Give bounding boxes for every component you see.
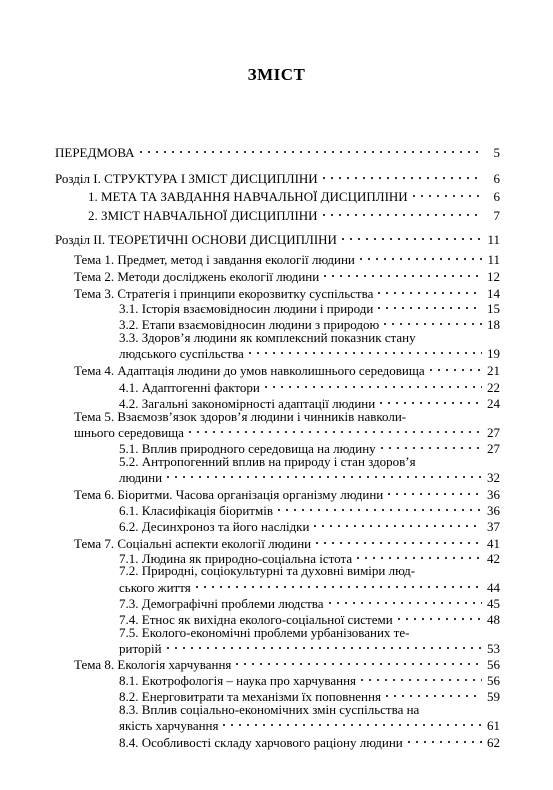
toc-entry[interactable] xyxy=(88,190,500,204)
dot-leader xyxy=(377,398,482,408)
toc-entry-title: Тема 1. Предмет, метод і завдання екології людини xyxy=(74,252,355,267)
dot-leader xyxy=(313,538,482,548)
dot-leader xyxy=(427,365,482,375)
toc-entry-title: людини xyxy=(119,470,163,485)
dot-leader xyxy=(246,348,482,358)
toc-entry-title: 8.2. Енерговитрати та механізми їх поповнення xyxy=(119,689,381,704)
dot-leader xyxy=(385,489,482,499)
toc-page-number: 59 xyxy=(487,689,500,704)
toc-entry[interactable] xyxy=(74,658,500,672)
toc-entry[interactable] xyxy=(119,674,500,688)
toc-entry[interactable] xyxy=(119,581,500,595)
dot-leader xyxy=(381,319,482,329)
toc-page-number: 18 xyxy=(487,317,500,332)
toc-entry[interactable] xyxy=(119,597,500,611)
toc-page-number: 22 xyxy=(487,380,500,395)
dot-leader xyxy=(326,598,482,608)
toc-page-number: 5 xyxy=(493,145,500,160)
toc-page-number: 6 xyxy=(493,171,500,186)
toc-entry-title: людського суспільства xyxy=(119,346,244,361)
toc-entry[interactable] xyxy=(119,520,500,534)
toc-entry[interactable] xyxy=(55,233,500,247)
dot-leader xyxy=(339,234,482,244)
toc-page-number: 27 xyxy=(487,441,500,456)
toc-page-number: 37 xyxy=(487,519,500,534)
toc-entry-line1: 7.5. Еколого-економічні проблеми урбанізованих те- xyxy=(119,625,410,640)
dot-leader xyxy=(233,659,482,669)
dot-leader xyxy=(383,691,482,701)
toc-page-number: 62 xyxy=(487,735,500,750)
toc-entry[interactable] xyxy=(119,347,500,361)
toc-entry-title: Розділ ІІ. ТЕОРЕТИЧНІ ОСНОВИ ДИСЦИПЛІНИ xyxy=(55,232,337,247)
toc-page-number: 7 xyxy=(493,208,500,223)
toc-entry-title: Тема 2. Методи досліджень екології людини xyxy=(74,269,320,284)
dot-leader xyxy=(320,210,482,220)
toc-page-number: 32 xyxy=(487,470,500,485)
dot-leader xyxy=(220,720,482,730)
toc-entry[interactable] xyxy=(119,381,500,395)
toc-entry[interactable] xyxy=(55,146,500,160)
toc-entry-title: ського життя xyxy=(119,580,191,595)
toc-entry[interactable] xyxy=(74,537,500,551)
toc-entry-title: 7.3. Демографічні проблеми людства xyxy=(119,596,324,611)
toc-entry-title: Тема 8. Екологія харчування xyxy=(74,657,232,672)
toc-entry-title: 4.1. Адаптогенні фактори xyxy=(119,380,260,395)
toc-entry[interactable] xyxy=(74,270,500,284)
toc-page-number: 44 xyxy=(487,580,500,595)
toc-entry-title: 8.4. Особливості складу харчового раціону людини xyxy=(119,735,403,750)
dot-leader xyxy=(358,675,482,685)
dot-leader xyxy=(193,582,482,592)
toc-page-number: 6 xyxy=(493,189,500,204)
toc-entry-title: якість харчування xyxy=(119,718,219,733)
toc-entry-title: 7.4. Етнос як вихідна еколого-соціальної системи xyxy=(119,612,393,627)
toc-page-number: 45 xyxy=(487,596,500,611)
dot-leader xyxy=(311,521,482,531)
toc-entry-title: ПЕРЕДМОВА xyxy=(55,145,135,160)
toc-entry-line1: 5.2. Антропогенний вплив на природу і стан здоров’я xyxy=(119,454,416,469)
toc-page-number: 42 xyxy=(487,551,500,566)
toc-page-number: 61 xyxy=(487,718,500,733)
toc-entry-line1: Тема 5. Взаємозв’язок здоров’я людини і чинників навколи- xyxy=(74,409,407,424)
dot-leader xyxy=(357,254,482,264)
toc-page-number: 12 xyxy=(487,269,500,284)
dot-leader xyxy=(164,643,482,653)
toc-entry-title: 5.1. Вплив природного середовища на людину xyxy=(119,441,376,456)
toc-page-number: 14 xyxy=(487,286,500,301)
toc-page-number: 56 xyxy=(487,673,500,688)
toc-entry-title: Тема 3. Стратегія і принципи екорозвитку суспільства xyxy=(74,286,374,301)
toc-page-number: 24 xyxy=(487,396,500,411)
toc-entry[interactable] xyxy=(74,287,500,301)
toc-entry-title: 4.2. Загальні закономірності адаптації людини xyxy=(119,396,376,411)
toc-page-number: 21 xyxy=(487,363,500,378)
toc-entry[interactable] xyxy=(119,642,500,656)
toc-page-number: 56 xyxy=(487,657,500,672)
toc-page-number: 15 xyxy=(487,301,500,316)
toc-entry-title: 6.1. Класифікація біоритмів xyxy=(119,503,273,518)
toc-entry-title: 8.1. Екотрофологія – наука про харчування xyxy=(119,673,357,688)
toc-entry[interactable] xyxy=(55,172,500,186)
toc-entry-title: Розділ І. СТРУКТУРА І ЗМІСТ ДИСЦИПЛІНИ xyxy=(55,171,318,186)
dot-leader xyxy=(137,147,482,157)
toc-entry-title: Тема 4. Адаптація людини до умов навколишнього середовища xyxy=(74,363,425,378)
toc-page-number: 41 xyxy=(487,536,500,551)
toc-entry-title: 2. ЗМІСТ НАВЧАЛЬНОЇ ДИСЦИПЛІНИ xyxy=(88,208,318,223)
toc-page-number: 11 xyxy=(487,232,500,247)
dot-leader xyxy=(320,173,482,183)
toc-entry-line1: 8.3. Вплив соціально-економічних змін суспільства на xyxy=(119,702,420,717)
toc-entry-title: 1. МЕТА ТА ЗАВДАННЯ НАВЧАЛЬНОЇ ДИСЦИПЛІНИ xyxy=(88,189,408,204)
toc-entry[interactable] xyxy=(119,471,500,485)
dot-leader xyxy=(321,271,482,281)
toc-entry-title: 7.1. Людина як природно-соціальна істота xyxy=(119,551,353,566)
dot-leader xyxy=(375,288,482,298)
toc-entry-line1: 3.3. Здоров’я людини як комплексний показник стану xyxy=(119,330,416,345)
toc-entry-title: 3.2. Етапи взаємовідносин людини з природою xyxy=(119,317,380,332)
toc-page-number: 36 xyxy=(487,503,500,518)
toc-entry-title: Тема 7. Соціальні аспекти екології людини xyxy=(74,536,312,551)
toc-entry[interactable] xyxy=(119,719,500,733)
dot-leader xyxy=(378,443,482,453)
dot-leader xyxy=(375,303,482,313)
toc-entry-title: шнього середовища xyxy=(74,425,184,440)
toc-entry[interactable] xyxy=(74,488,500,502)
dot-leader xyxy=(395,614,482,624)
toc-page-number: 11 xyxy=(487,252,500,267)
dot-leader xyxy=(354,553,482,563)
dot-leader xyxy=(410,191,482,201)
dot-leader xyxy=(405,737,482,747)
dot-leader xyxy=(164,472,482,482)
toc-entry[interactable] xyxy=(119,736,500,750)
toc-entry[interactable] xyxy=(74,253,500,267)
dot-leader xyxy=(275,505,482,515)
toc-entry-title: Тема 6. Біоритми. Часова організація організму людини xyxy=(74,487,384,502)
toc-entry-title: риторій xyxy=(119,641,162,656)
toc-page-number: 19 xyxy=(487,346,500,361)
toc-entry[interactable] xyxy=(119,504,500,518)
toc-page-number: 36 xyxy=(487,487,500,502)
dot-leader xyxy=(262,382,482,392)
toc-entry-title: 3.1. Історія взаємовідносин людини і природи xyxy=(119,301,374,316)
toc-entry-line1: 7.2. Природні, соціокультурні та духовні виміри люд- xyxy=(119,563,416,578)
toc-entry[interactable] xyxy=(88,209,500,223)
page-title: ЗМІСТ xyxy=(247,65,306,84)
toc-page-number: 48 xyxy=(487,612,500,627)
toc-entry[interactable] xyxy=(74,364,500,378)
dot-leader xyxy=(186,427,482,437)
toc-entry[interactable] xyxy=(119,302,500,316)
toc-entry-title: 6.2. Десинхроноз та його наслідки xyxy=(119,519,310,534)
toc-page-number: 27 xyxy=(487,425,500,440)
toc-page-number: 53 xyxy=(487,641,500,656)
toc-entry[interactable] xyxy=(74,426,500,440)
